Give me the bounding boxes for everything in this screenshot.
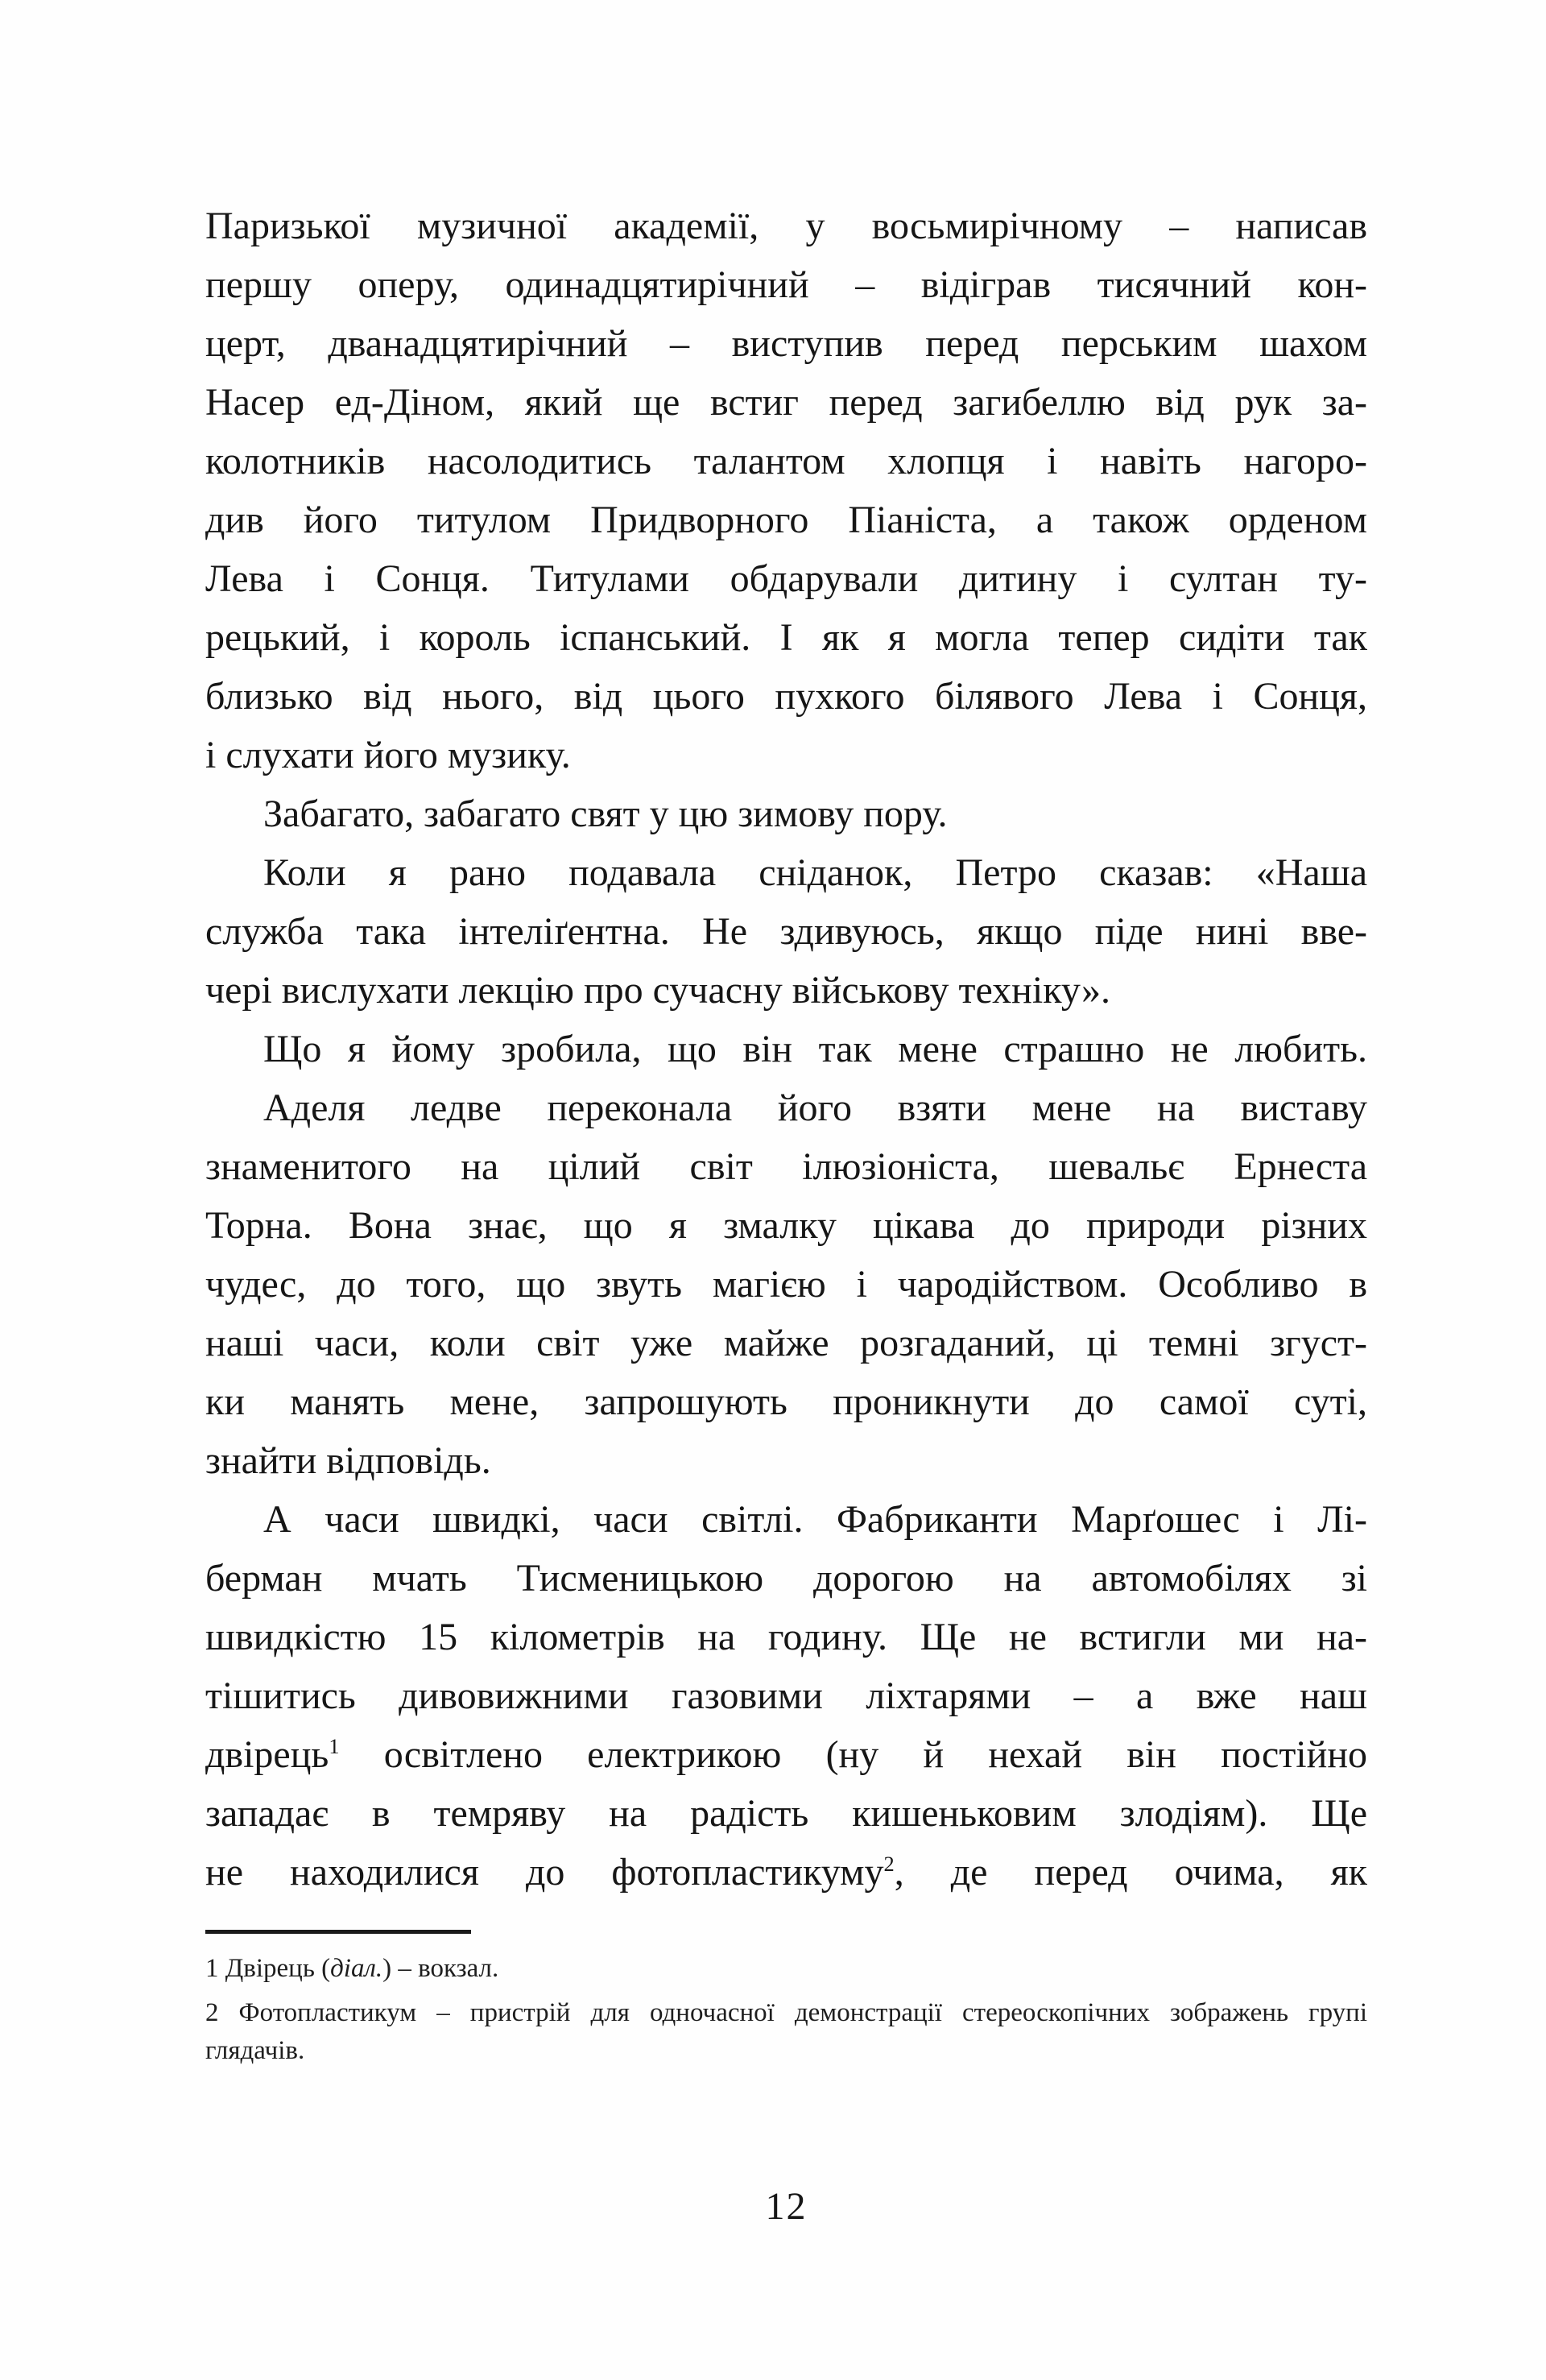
page-number: 12 bbox=[765, 2185, 808, 2228]
body-line: служба така інтеліґентна. Не здивуюсь, якщо піде нині вве- bbox=[205, 910, 1367, 953]
body-line: першу оперу, одинадцятирічний – відіграв тисячний кон- bbox=[205, 263, 1367, 306]
body-line: і слухати його музику. bbox=[205, 734, 571, 776]
body-line: западає в темряву на радість кишеньковим злодіям). Ще bbox=[205, 1792, 1367, 1835]
body-line: тішитись дивовижними газовими ліхтарями – а вже наш bbox=[205, 1674, 1367, 1717]
body-line: Торна. Вона знає, що я змалку цікава до природи різних bbox=[205, 1204, 1367, 1247]
body-line: церт, дванадцятирічний – виступив перед перським шахом bbox=[205, 322, 1367, 365]
body-line: знаменитого на цілий світ ілюзіоніста, шевальє Ернеста bbox=[205, 1145, 1367, 1188]
body-line: берман мчать Тисменицькою дорогою на автомобілях зі bbox=[205, 1557, 1367, 1600]
body-line: близько від нього, від цього пухкого білявого Лева і Сонця, bbox=[205, 675, 1367, 718]
body-line: див його титулом Придворного Піаніста, а також орденом bbox=[205, 499, 1367, 541]
body-text-segment: освітлено електрикою (ну й нехай він постійно bbox=[339, 1733, 1367, 1776]
footnote-text-segment: 1 Двірець ( bbox=[205, 1954, 331, 1983]
body-text-segment: , де перед очима, як bbox=[894, 1851, 1367, 1894]
footnote-italic-term: діал. bbox=[330, 1954, 383, 1983]
body-line: Що я йому зробила, що він так мене страшно не любить. bbox=[263, 1028, 1367, 1070]
footnote-1 bbox=[205, 1950, 1367, 1988]
footnote-rule bbox=[205, 1930, 471, 1934]
body-line: Коли я рано подавала сніданок, Петро сказав: «Наша bbox=[263, 851, 1367, 894]
body-text-segment: не находилися до фотопластикуму bbox=[205, 1851, 884, 1894]
body-line: Насер ед-Діном, який ще встиг перед загибеллю від рук за- bbox=[205, 381, 1367, 424]
body-text-segment: двірець bbox=[205, 1733, 329, 1776]
body-line: Забагато, забагато свят у цю зимову пору. bbox=[263, 793, 948, 835]
body-line: ки манять мене, запрошують проникнути до самої суті, bbox=[205, 1380, 1367, 1423]
footnote-2-line: глядачів. bbox=[205, 2036, 305, 2065]
body-line bbox=[205, 1843, 1367, 1902]
body-line: колотників насолодитись талантом хлопця і навіть нагоро- bbox=[205, 440, 1367, 482]
footnote-2-line: 2 Фотопластикум – пристрій для одночасної демонстрації стереоскопічних зображень групі bbox=[205, 1998, 1367, 2027]
body-line bbox=[205, 1725, 1367, 1784]
footnote-ref-1: 1 bbox=[329, 1734, 340, 1758]
body-line: Аделя ледве переконала його взяти мене на виставу bbox=[263, 1087, 1367, 1129]
body-line: наші часи, коли світ уже майже розгаданий, ці темні згуст- bbox=[205, 1322, 1367, 1364]
body-text bbox=[205, 197, 1367, 1902]
body-line: А часи швидкі, часи світлі. Фабриканти Марґошес і Лі- bbox=[263, 1498, 1367, 1541]
body-line: чері вислухати лекцію про сучасну військову техніку». bbox=[205, 969, 1111, 1012]
body-line: Паризької музичної академії, у восьмирічному – написав bbox=[205, 205, 1367, 247]
body-line: чудес, до того, що звуть магією і чародійством. Особливо в bbox=[205, 1263, 1367, 1306]
body-line: рецький, і король іспанський. І як я могла тепер сидіти так bbox=[205, 616, 1367, 659]
body-line: знайти відповідь. bbox=[205, 1439, 491, 1482]
footnote-text-segment: ) – вокзал. bbox=[382, 1954, 499, 1983]
footnotes bbox=[205, 1950, 1367, 2070]
body-line: Лева і Сонця. Титулами обдарували дитину і султан ту- bbox=[205, 557, 1367, 600]
footnote-ref-2: 2 bbox=[883, 1852, 895, 1876]
body-line: швидкістю 15 кілометрів на годину. Ще не встигли ми на- bbox=[205, 1616, 1367, 1658]
